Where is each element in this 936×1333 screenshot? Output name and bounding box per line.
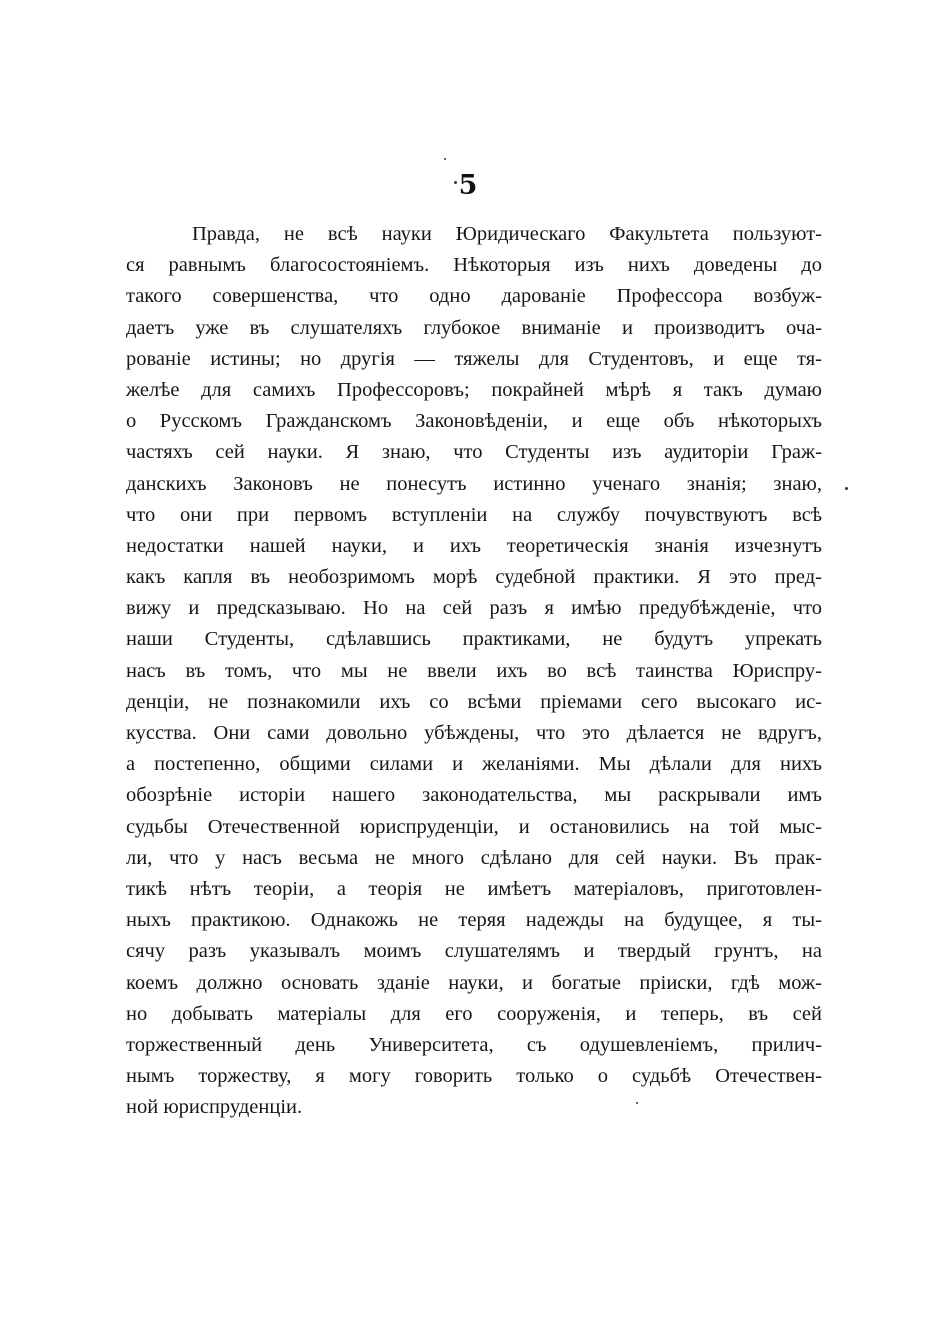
text-line: коемъ должно основать зданіе науки, и богатые пріиски, гдѣ мож- [126, 971, 822, 994]
text-line: рованіе истины; но другія — тяжелы для Студентовъ, и еще тя- [126, 347, 822, 370]
text-line: но добывать матеріалы для его сооруженія, и теперь, въ сей [126, 1002, 822, 1025]
text-line: частяхъ сей науки. Я знаю, что Студенты изъ аудиторіи Граж- [126, 441, 822, 464]
text-line: что они при первомъ вступленіи на службу почувствуютъ всѣ [126, 503, 822, 526]
text-line: сячу разъ указывалъ моимъ слушателямъ и твердый грунтъ, на [126, 940, 822, 963]
text-line: какъ капля въ необозримомъ морѣ судебной практики. Я это пред- [126, 566, 822, 589]
print-speck [845, 487, 848, 490]
text-line: кусства. Они сами довольно убѣждены, что это дѣлается не вдругъ, [126, 722, 822, 744]
text-line: а постепенно, общими силами и желаніями. Мы дѣлали для нихъ [126, 753, 822, 776]
text-line: тикѣ нѣтъ теоріи, а теорія не имѣетъ матеріаловъ, приготовлен- [126, 877, 822, 900]
text-line: ныхъ практикою. Однакожь не теряя надежды на будущее, я ты- [126, 909, 822, 932]
text-line: торжественный день Университета, съ одушевленіемъ, прилич- [126, 1033, 822, 1056]
text-line: недостатки нашей науки, и ихъ теоретическія знанія изчезнутъ [126, 534, 822, 557]
text-line: вижу и предсказываю. Но на сей разъ я имѣю предубѣжденіе, что [126, 597, 822, 620]
text-line: ся равнымъ благосостояніемъ. Нѣкоторыя изъ нихъ доведены до [126, 254, 822, 277]
text-line: данскихъ Законовъ не понесутъ истинно ученаго знанія; знаю, [126, 472, 822, 495]
text-line: насъ въ томъ, что мы не ввели ихъ во всѣ таинства Юриспру- [126, 659, 822, 682]
body-paragraph [126, 219, 822, 1123]
page-number: 5 [458, 170, 478, 201]
text-line: желѣе для самихъ Профессоровъ; покрайней мѣрѣ я такъ думаю [126, 378, 822, 401]
text-line: денціи, не познакомили ихъ со всѣми пріемами сего высокаго ис- [126, 690, 822, 713]
text-line: такого совершенства, что одно дарованіе Профессора возбуж- [126, 285, 822, 308]
print-speck [636, 1102, 638, 1104]
text-line: Правда, не всѣ науки Юридическаго Факультета пользуют- [192, 223, 822, 245]
print-speck [444, 158, 446, 160]
text-line: ли, что у насъ весьма не много сдѣлано для сей науки. Въ прак- [126, 846, 822, 869]
text-line: о Русскомъ Гражданскомъ Законовѣденіи, и еще объ нѣкоторыхъ [126, 410, 822, 433]
text-line: обозрѣніе исторіи нашего законодательства, мы раскрывали имъ [126, 784, 822, 807]
text-line: ной юриспруденціи. [126, 1096, 303, 1119]
text-line: даетъ уже въ слушателяхъ глубокое вниманіе и производитъ оча- [126, 316, 822, 339]
text-line: наши Студенты, сдѣлавшись практиками, не будутъ упрекать [126, 628, 822, 651]
text-line: судьбы Отечественной юриспруденціи, и остановились на той мыс- [126, 815, 822, 838]
text-line: нымъ торжеству, я могу говорить только о судьбѣ Отечествен- [126, 1065, 822, 1088]
